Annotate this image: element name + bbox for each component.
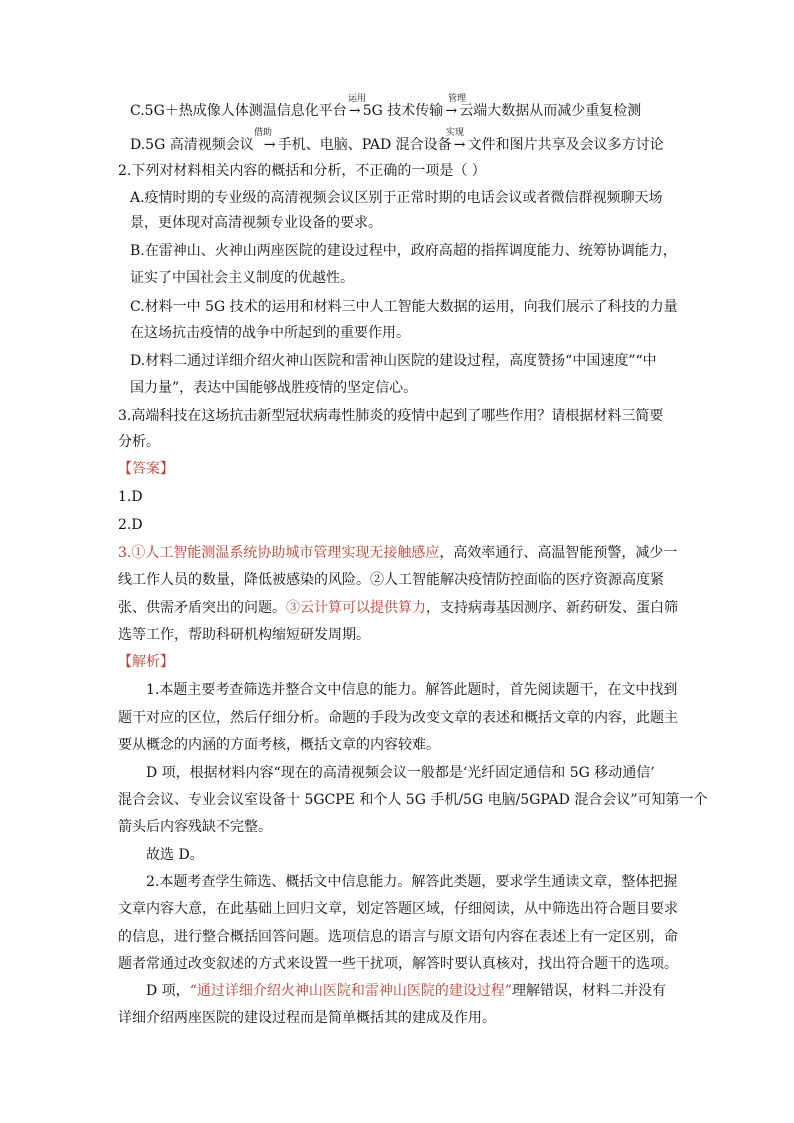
answer-1: 1.D — [118, 489, 143, 505]
answer-3-line-3 — [118, 598, 678, 618]
option-c-text-c: 云端大数据从而减少重复检测 — [459, 103, 642, 119]
answer-3-line-3-end: ，支持病毒基因测序、新药研发、蛋白筛 — [426, 600, 678, 616]
analysis-p5-line-2: 详细介绍两座医院的建设过程而是简单概括其的建成及作用。 — [118, 1010, 496, 1026]
q2-option-c-line-1: C.材料一中 5G 技术的运用和材料三中人工智能大数据的运用，向我们展示了科技的力量 — [130, 299, 678, 315]
analysis-p4-line-4: 题者常通过改变叙述的方式来设置一些干扰项，解答时要认真核对，找出符合题干的选项。 — [118, 956, 678, 972]
analysis-p2-line-3: 箭头后内容残缺不完整。 — [118, 819, 272, 835]
arrow-icon: → — [348, 103, 361, 119]
option-d-arrow-label-1: 借助 — [254, 128, 273, 138]
option-d-text-c: 文件和图片共享及会议多方讨论 — [467, 137, 664, 153]
arrow-icon: → — [453, 137, 466, 153]
option-c-arrow-label-2: 管理 — [448, 94, 467, 104]
analysis-header: 【解析】 — [118, 654, 174, 670]
option-c-text-b: 5G 技术传输 — [362, 103, 444, 119]
q2-option-d-line-1: D.材料二通过详细介绍火神山医院和雷神山医院的建设过程，高度赞扬“中国速度”“中 — [130, 353, 657, 369]
q2-option-b-line-1: B.在雷神山、火神山两座医院的建设过程中，政府高超的指挥调度能力、统筹协调能力， — [130, 243, 677, 259]
option-d-text-b: 手机、电脑、PAD 混合设备 — [277, 137, 452, 153]
analysis-p4-line-3: 的信息，进行整合概括回答问题。选项信息的语言与原文语句内容在表述上有一定区别，命 — [118, 929, 678, 945]
option-d-arrow-label-2: 实现 — [446, 128, 465, 138]
analysis-p5-start: D 项， — [146, 983, 190, 999]
question-3-line-1: 3.高端科技在这场抗击新型冠状病毒性肺炎的疫情中起到了哪些作用？请根据材料三简要 — [118, 408, 664, 424]
analysis-p5-end: 理解错误，材料二并没有 — [512, 983, 667, 999]
answer-3-line-1 — [118, 543, 677, 563]
arrow-icon: → — [263, 137, 276, 153]
analysis-p1-line-1: 1.本题主要考查筛选并整合文中信息的能力。解答此题时，首先阅读题干，在文中找到 — [146, 682, 678, 698]
answer-2: 2.D — [118, 517, 143, 533]
analysis-p2-line-1: D 项，根据材料内容“现在的高清视频会议一般都是‘光纤固定通信和 5G 移动通信’ — [146, 765, 655, 781]
arrow-icon: → — [445, 103, 458, 119]
q2-option-b-line-2: 证实了中国社会主义制度的优越性。 — [130, 270, 354, 286]
option-c-arrow-label-1: 运用 — [348, 94, 367, 104]
answer-3-line-4: 选等工作，帮助科研机构缩短研发周期。 — [118, 627, 370, 643]
answer-3-line-3-start: 张、供需矛盾突出的问题。 — [118, 600, 286, 616]
analysis-p2-line-2: 混合会议、专业会议室设备十 5GCPE 和个人 5G 手机/5G 电脑/5GPAD 混合会议”可知第一个 — [118, 792, 708, 808]
analysis-p4-line-2: 文章内容大意，在此基础上回归文章，划定答题区域，仔细阅读，从中筛选出符合题目要求 — [118, 901, 678, 917]
analysis-p1-line-2: 题干对应的区位，然后仔细分析。命题的手段为改变文章的表述和概括文章的内容，此题主 — [118, 710, 678, 726]
option-d-line — [130, 135, 664, 155]
question-3-line-2: 分析。 — [118, 434, 160, 450]
question-2-stem: 2.下列对材料相关内容的概括和分析，不正确的一项是（ ） — [118, 163, 486, 179]
answer-3-line-2: 线工作人员的数量，降低被感染的风险。②人工智能解决疫情防控面临的医疗资源高度紧 — [118, 572, 664, 588]
analysis-p5-line-1 — [146, 981, 666, 1001]
q2-option-a-line-1: A.疫情时期的专业级的高清视频会议区别于正常时期的电话会议或者微信群视频聊天场 — [130, 190, 663, 206]
answer-header: 【答案】 — [118, 461, 174, 477]
analysis-p5-highlight: “通过详细介绍火神山医院和雷神山医院的建设过程” — [189, 983, 513, 999]
answer-3-highlight-2: ③云计算可以提供算力 — [286, 600, 426, 616]
analysis-p4-line-1: 2.本题考查学生筛选、概括文中信息能力。解答此类题，要求学生通读文章，整体把握 — [146, 874, 678, 890]
option-c-line — [130, 101, 641, 121]
analysis-p3: 故选 D。 — [146, 847, 204, 863]
q2-option-a-line-2: 景，更体现对高清视频专业设备的要求。 — [130, 215, 382, 231]
answer-3-line-1-rest: ，高效率通行、高温智能预警，减少一 — [439, 545, 678, 561]
analysis-p1-line-3: 要从概念的内涵的方面考核，概括文章的内容较难。 — [118, 737, 440, 753]
option-c-text-a: C.5G＋热成像人体测温信息化平台 — [130, 103, 347, 119]
answer-3-highlight-1: 3.①人工智能测温系统协助城市管理实现无接触感应 — [118, 545, 440, 561]
q2-option-c-line-2: 在这场抗击疫情的战争中所起到的重要作用。 — [130, 325, 410, 341]
option-d-text-a: D.5G 高清视频会议 — [130, 137, 254, 153]
q2-option-d-line-2: 国力量”，表达中国能够战胜疫情的坚定信心。 — [130, 380, 418, 396]
